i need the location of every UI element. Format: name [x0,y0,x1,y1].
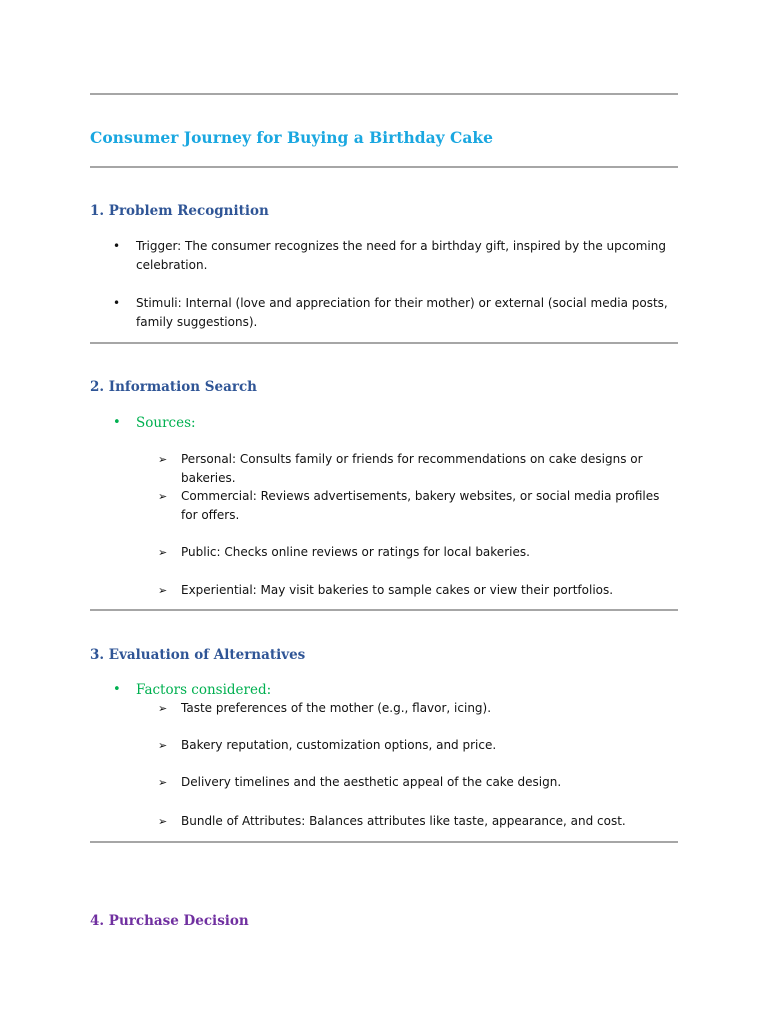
section-heading-information-search: 2. Information Search [90,379,257,395]
sub-list-item-text: Public: Checks online reviews or ratings for local bakeries. [181,545,530,559]
sub-list-item-text: Personal: Consults family or friends for recommendations on cake designs or bakeries. [181,452,643,485]
horizontal-rule [90,93,678,95]
list-item-text: Trigger: The consumer recognizes the need for a birthday gift, inspired by the upcoming celebration. [136,239,666,272]
arrow-bullet-icon: ➢ [158,702,168,715]
sub-list-item-text: Commercial: Reviews advertisements, bakery websites, or social media profiles for offers. [181,489,660,522]
arrow-bullet-icon: ➢ [158,453,168,466]
sub-list-item-text: Delivery timelines and the aesthetic appeal of the cake design. [181,775,562,789]
horizontal-rule [90,166,678,168]
bullet-dot-icon: • [113,296,121,310]
arrow-bullet-icon: ➢ [158,739,168,752]
bullet-dot-icon: • [113,239,121,253]
arrow-bullet-icon: ➢ [158,584,168,597]
horizontal-rule [90,841,678,843]
arrow-bullet-icon: ➢ [158,546,168,559]
section-heading-purchase-decision: 4. Purchase Decision [90,913,249,929]
list-item-text: Stimuli: Internal (love and appreciation for their mother) or external (social media posts, family suggestions). [136,296,668,329]
sub-list-item-text: Bakery reputation, customization options, and price. [181,738,497,752]
arrow-bullet-icon: ➢ [158,490,168,503]
sub-list-item-text: Taste preferences of the mother (e.g., flavor, icing). [181,701,492,715]
bullet-dot-icon: • [113,415,121,430]
sub-list-item-text: Bundle of Attributes: Balances attributes like taste, appearance, and cost. [181,814,626,828]
section-heading-evaluation-of-alternatives: 3. Evaluation of Alternatives [90,647,306,663]
sub-list-item-text: Experiential: May visit bakeries to sample cakes or view their portfolios. [181,583,614,597]
group-label-text: Factors considered: [136,682,272,698]
horizontal-rule [90,342,678,344]
bullet-dot-icon: • [113,682,121,697]
horizontal-rule [90,609,678,611]
group-label-text: Sources: [136,415,196,431]
arrow-bullet-icon: ➢ [158,776,168,789]
document-title: Consumer Journey for Buying a Birthday Cake [90,128,494,147]
arrow-bullet-icon: ➢ [158,815,168,828]
section-heading-problem-recognition: 1. Problem Recognition [90,203,269,219]
